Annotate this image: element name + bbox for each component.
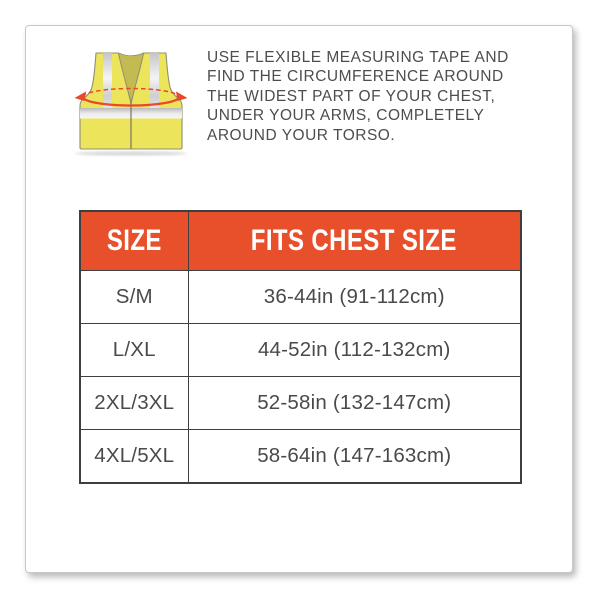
instruction-line: AROUND YOUR TORSO. <box>207 126 396 144</box>
fits-cell: 44-52in (112-132cm) <box>188 324 521 377</box>
size-guide-card <box>25 25 573 573</box>
size-cell: 2XL/3XL <box>80 377 188 430</box>
fits-cell: 52-58in (132-147cm) <box>188 377 521 430</box>
instruction-line: UNDER YOUR ARMS, COMPLETELY <box>207 107 485 125</box>
fits-cell: 36-44in (91-112cm) <box>188 271 521 324</box>
fits-chest-size-column-header <box>188 211 521 271</box>
size-cell: 4XL/5XL <box>80 430 188 484</box>
instruction-line: FIND THE CIRCUMFERENCE AROUND <box>207 68 504 86</box>
size-cell: S/M <box>80 271 188 324</box>
size-chart-table <box>79 210 522 484</box>
fits-cell: 58-64in (147-163cm) <box>188 430 521 484</box>
instruction-line: USE FLEXIBLE MEASURING TAPE AND <box>207 49 509 66</box>
vest-ground-shadow <box>75 151 187 156</box>
size-column-header-label: SIZE <box>106 224 162 257</box>
instruction-line: THE WIDEST PART OF YOUR CHEST, <box>207 87 496 105</box>
table-row <box>80 430 521 484</box>
size-cell: L/XL <box>80 324 188 377</box>
vest-illustration <box>60 45 200 160</box>
fits-chest-size-column-header-label: FITS CHEST SIZE <box>251 224 458 257</box>
measuring-instructions <box>207 48 552 145</box>
table-row <box>80 271 521 324</box>
size-column-header <box>80 211 188 271</box>
table-row <box>80 324 521 377</box>
size-chart-header-row <box>80 211 521 271</box>
table-row <box>80 377 521 430</box>
